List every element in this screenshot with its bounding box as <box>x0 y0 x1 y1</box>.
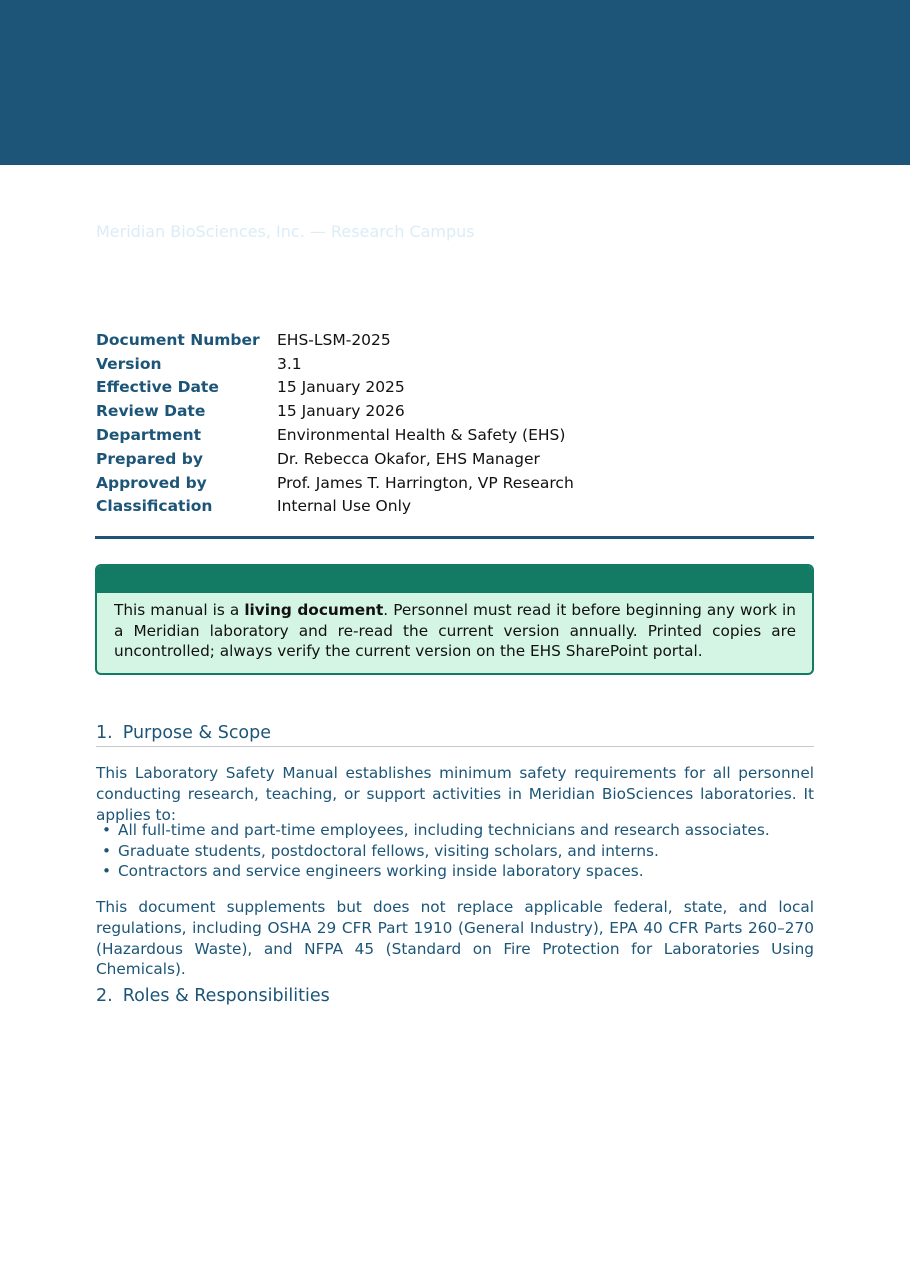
meta-value: 15 January 2025 <box>277 378 405 397</box>
applicability-list <box>102 820 770 882</box>
meta-row <box>96 376 574 400</box>
section-heading-purpose-scope <box>96 723 814 747</box>
meta-value: 3.1 <box>277 354 302 373</box>
meta-value: Environmental Health & Safety (EHS) <box>277 426 566 445</box>
meta-row <box>96 352 574 376</box>
living-document-notice <box>95 564 814 675</box>
meta-row <box>96 328 574 352</box>
header-band <box>0 0 910 165</box>
meta-row <box>96 447 574 471</box>
list-item <box>102 820 770 841</box>
meta-value: Internal Use Only <box>277 497 412 516</box>
meta-key: Approved by <box>96 473 207 492</box>
purpose-intro-paragraph: This Laboratory Safety Manual establishes minimum safety requirements for all personnel conducting research, teaching, or support activities in Meridian BioSciences laboratories. It applies to: <box>96 764 814 824</box>
meta-value: Prof. James T. Harrington, VP Research <box>277 473 574 492</box>
metadata-divider <box>95 536 814 539</box>
meta-key: Department <box>96 426 202 445</box>
meta-row <box>96 471 574 495</box>
meta-row <box>96 423 574 447</box>
list-item-text: Contractors and service engineers working inside laboratory spaces. <box>118 862 644 881</box>
notice-text-after: . Personnel must read it before beginning any work in a Meridian laboratory and re-read the current version annually. Printed copies are uncontrolled; always verify the current version on the EHS SharePoint portal. <box>114 601 796 661</box>
meta-key: Effective Date <box>96 378 219 397</box>
list-item-text: Graduate students, postdoctoral fellows, visiting scholars, and interns. <box>118 841 659 860</box>
regulations-paragraph: This document supplements but does not replace applicable federal, state, and local regulations, including OSHA 29 CFR Part 1910 (General Industry), EPA 40 CFR Parts 260–270 (Hazardous Waste), and NFPA 45 (Standard on Fire Protection for Laboratories Using Chemicals). <box>96 898 814 979</box>
meta-value: EHS-LSM-2025 <box>277 330 391 349</box>
notice-text <box>97 593 812 673</box>
section-number: 2. <box>96 986 113 1006</box>
meta-key: Review Date <box>96 402 206 421</box>
meta-key: Classification <box>96 497 213 516</box>
bullet-icon: • <box>102 841 112 860</box>
notice-emphasis: living document <box>244 601 384 619</box>
meta-row <box>96 399 574 423</box>
list-item <box>102 841 770 862</box>
document-metadata-table <box>96 328 574 518</box>
list-item-text: All full-time and part-time employees, including technicians and research associates. <box>118 821 770 839</box>
notice-header-bar <box>97 566 812 593</box>
bullet-icon: • <box>102 862 112 881</box>
section-title: Roles & Responsibilities <box>122 986 330 1006</box>
section-heading-roles-responsibilities <box>96 986 330 1006</box>
organization-line: Meridian BioSciences, Inc. — Research Campus <box>96 222 475 241</box>
meta-key: Document Number <box>96 330 260 349</box>
section-title: Purpose & Scope <box>122 723 272 743</box>
list-item <box>102 861 770 882</box>
meta-key: Prepared by <box>96 449 203 468</box>
bullet-icon: • <box>102 821 112 839</box>
meta-value: Dr. Rebecca Okafor, EHS Manager <box>277 449 540 468</box>
meta-key: Version <box>96 354 162 373</box>
meta-value: 15 January 2026 <box>277 402 405 421</box>
section-number: 1. <box>96 723 113 743</box>
meta-row <box>96 495 574 519</box>
notice-text-before: This manual is a <box>114 601 245 619</box>
